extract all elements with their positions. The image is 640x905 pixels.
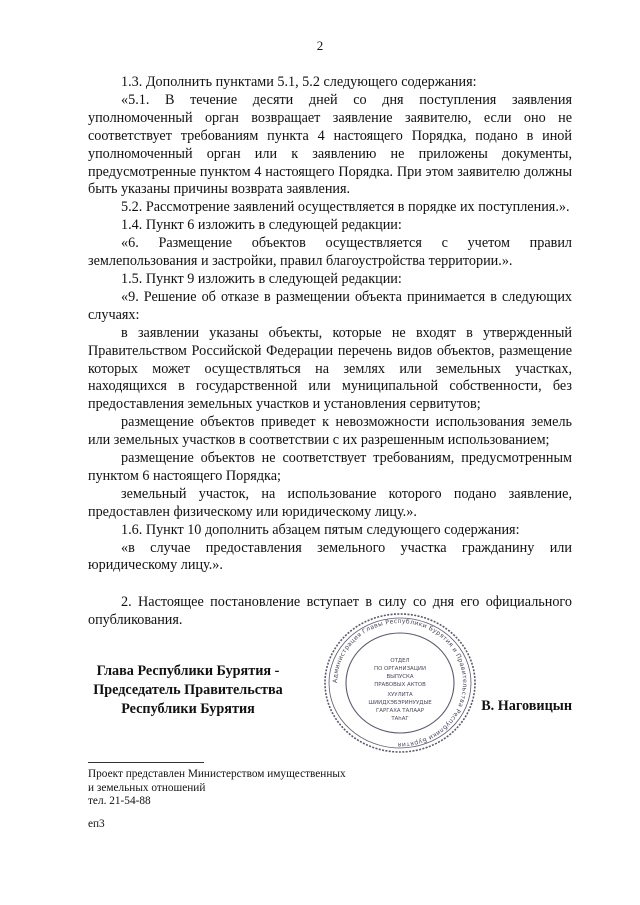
svg-text:ПО ОРГАНИЗАЦИИ: ПО ОРГАНИЗАЦИИ [374,666,426,672]
signatory-title [88,662,288,719]
paragraph: «6. Размещение объектов осуществляется с учетом правил землепользования и застройки, правил благоустройства территории.». [88,235,572,270]
paragraph: 1.6. Пункт 10 дополнить абзацем пятым следующего содержания: [121,521,520,538]
footer-note [88,768,488,809]
paragraph: земельный участок, на использование которого подано заявление, предоставлен физическому или юридическому лицу.». [88,485,572,520]
official-seal [322,612,478,754]
signatory-title-line: Глава Республики Бурятия - [96,663,280,679]
paragraph: 2. Настоящее постановление вступает в силу со дня его официального опубликования. [88,594,572,629]
footer-line: тел. 21-54-88 [88,795,151,807]
paragraph: размещение объектов приведет к невозможности использования земель или земельных участков в соответствии с их разрешенным использованием; [88,414,572,449]
seal-outer-text: Администрация Главы Республики Бурятия и Правительства Республики Бурятия [331,617,469,749]
svg-text:ШИИДХЭБЭРИНУУДЫЕ: ШИИДХЭБЭРИНУУДЫЕ [368,700,432,706]
signatory-title-line: Республики Бурятия [121,701,255,717]
footer-line: и земельных отношений [88,781,206,794]
paragraph: «5.1. В течение десяти дней со дня поступления заявления уполномоченный орган возвращает заявление заявителю, если оно не соответствует требованиям пункта 4 настоящего Порядка, подано в иной уполномоченный орган или к заявлению не приложены документы, предусмотренные пунктом 4 настоящего Порядка. При этом заявителю должны быть указаны причины возврата заявления. [88,91,572,198]
paragraph: в заявлении указаны объекты, которые не входят в утвержденный Правительством Российской Федерации перечень видов объектов, размещение которых может осуществляться на землях или земельных участках, находящихся в государственной или муниципальной собственности, без предоставления земельных участков и установления сервитутов; [88,324,572,413]
svg-text:ХУУЛИТА: ХУУЛИТА [387,692,413,698]
svg-text:ПРАВОВЫХ АКТОВ: ПРАВОВЫХ АКТОВ [374,682,426,688]
paragraph: 1.3. Дополнить пунктами 5.1, 5.2 следующего содержания: [121,74,477,90]
svg-text:ГАРГАХА ТАЛААР: ГАРГАХА ТАЛААР [376,708,424,714]
svg-text:ТАhАГ: ТАhАГ [391,716,409,722]
signatory-title-line: Председатель Правительства [93,682,283,698]
paragraph: «9. Решение об отказе в размещении объекта принимается в следующих случаях: [88,288,572,323]
footer-line: Проект представлен Министерством имущественных [88,768,346,780]
paragraph: размещение объектов не соответствует требованиям, предусмотренным пунктом 6 настоящего Порядка; [88,450,572,484]
page-number: 2 [316,38,324,53]
paragraph: 1.4. Пункт 6 изложить в следующей редакции: [121,217,402,234]
svg-text:ОТДЕЛ: ОТДЕЛ [390,658,410,664]
paragraph: 1.5. Пункт 9 изложить в следующей редакции: [121,270,402,287]
signatory-name: В. Наговицын [481,698,572,714]
document-code: еп3 [88,818,105,830]
paragraph: «в случае предоставления земельного участка гражданину или юридическому лицу.». [88,539,572,574]
footer-divider [88,762,204,763]
body-text [88,74,572,630]
svg-text:ВЫПУСКА: ВЫПУСКА [386,674,414,680]
paragraph: 5.2. Рассмотрение заявлений осуществляется в порядке их поступления.». [121,199,570,216]
